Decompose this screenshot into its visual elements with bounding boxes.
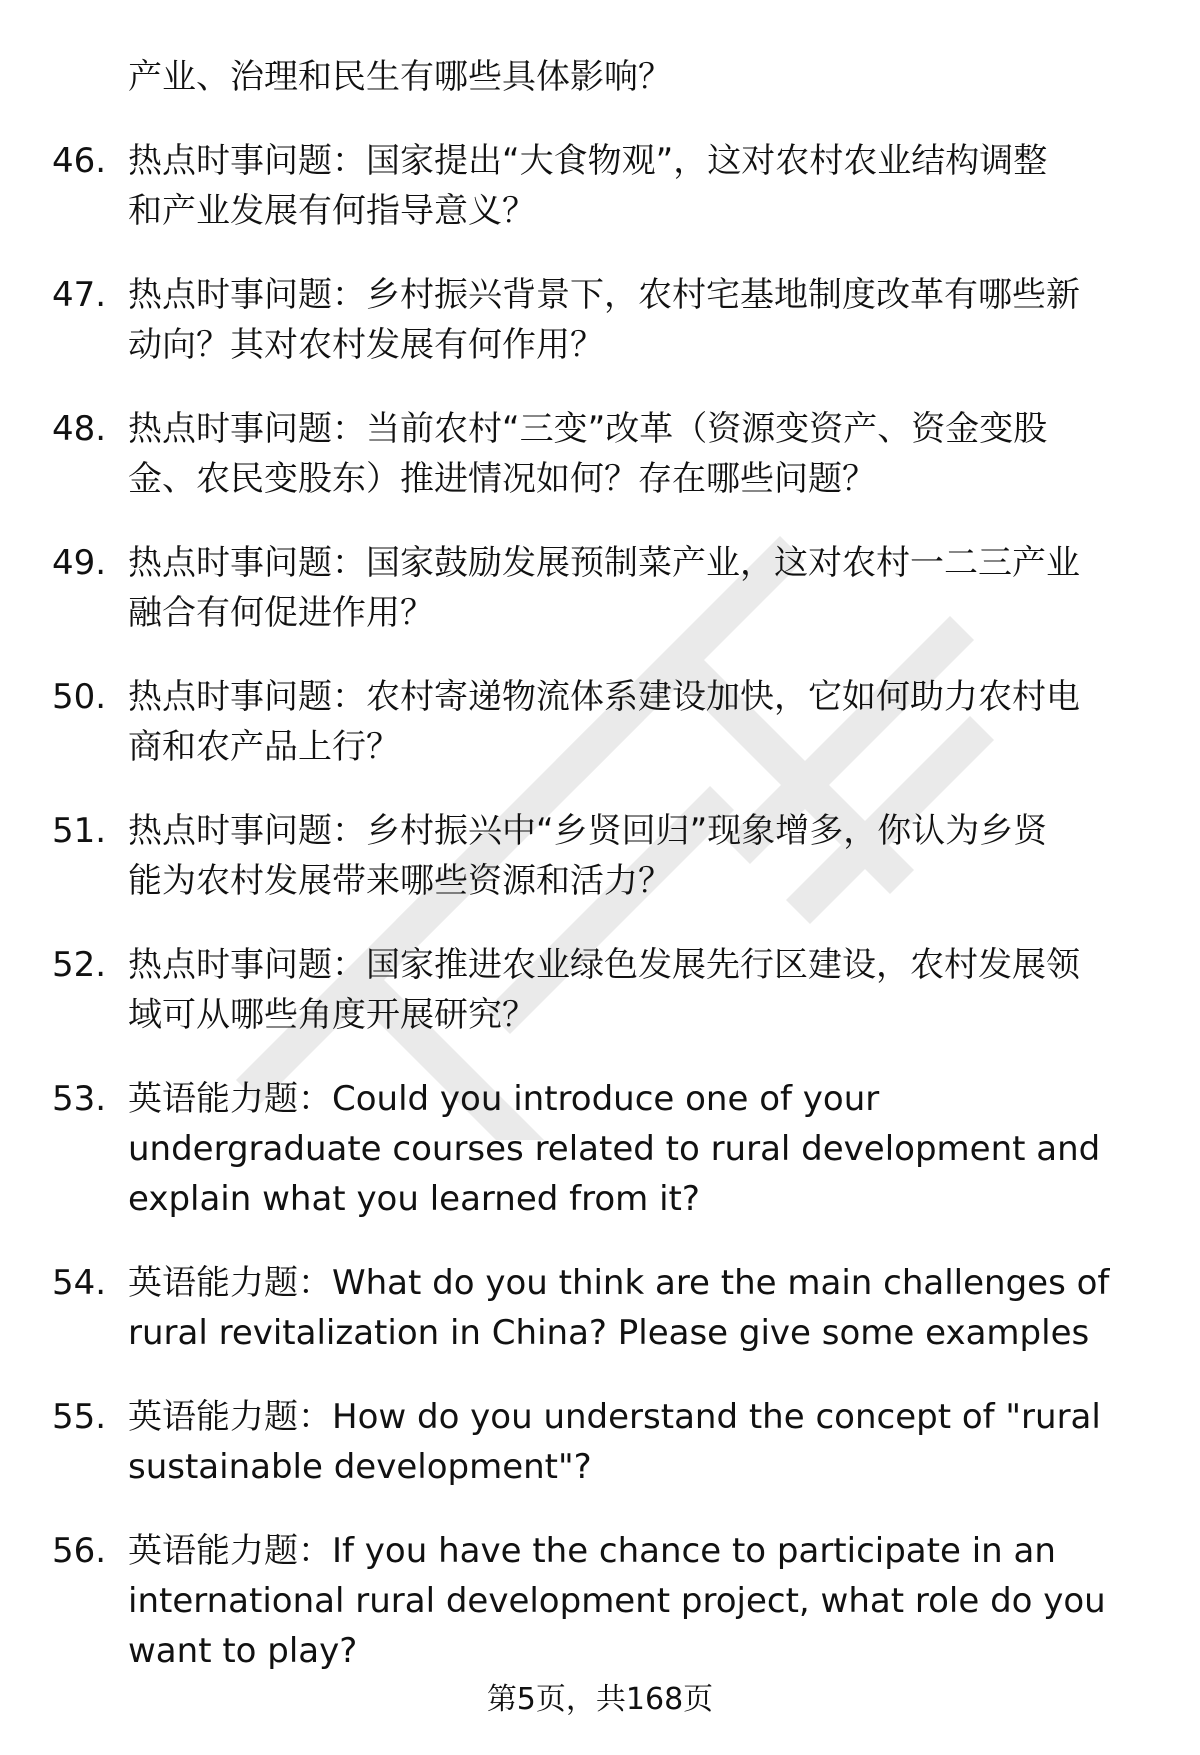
question-line: 商和农产品上行？	[128, 727, 400, 767]
question-text	[128, 1258, 1138, 1358]
question-item-52	[52, 940, 1142, 1040]
question-line: sustainable development"?	[128, 1447, 592, 1487]
question-item-48	[52, 404, 1142, 504]
question-line: 英语能力题：What do you think are the main challenges of	[128, 1263, 1110, 1303]
question-item-55	[52, 1392, 1142, 1492]
question-line: 域可从哪些角度开展研究？	[128, 995, 536, 1035]
question-line: rural revitalization in China? Please give some examples	[128, 1313, 1090, 1353]
question-number: 55.	[52, 1397, 107, 1437]
question-item-47	[52, 270, 1142, 370]
question-text	[128, 136, 1138, 236]
question-line: 热点时事问题：国家提出“大食物观”，这对农村农业结构调整	[128, 141, 1048, 181]
question-text	[128, 1526, 1138, 1676]
question-line: 动向？其对农村发展有何作用？	[128, 325, 604, 365]
question-number: 53.	[52, 1079, 107, 1119]
question-line: 金、农民变股东）推进情况如何？存在哪些问题？	[128, 459, 876, 499]
question-number: 47.	[52, 275, 107, 315]
document-content	[52, 52, 1142, 1676]
question-number: 52.	[52, 945, 107, 985]
question-line: undergraduate courses related to rural development and	[128, 1129, 1101, 1169]
question-item-46	[52, 136, 1142, 236]
question-line: international rural development project, what role do you	[128, 1581, 1106, 1621]
question-text	[128, 806, 1138, 906]
question-line: 热点时事问题：国家鼓励发展预制菜产业，这对农村一二三产业	[128, 543, 1080, 583]
question-number: 56.	[52, 1531, 107, 1571]
page-footer: 第5页，共168页	[486, 1682, 714, 1717]
question-number: 48.	[52, 409, 107, 449]
question-item-50	[52, 672, 1142, 772]
continuation-text: 产业、治理和民生有哪些具体影响？	[128, 57, 672, 97]
question-line: 英语能力题：How do you understand the concept of "rural	[128, 1397, 1101, 1437]
question-line: 热点时事问题：当前农村“三变”改革（资源变资产、资金变股	[128, 409, 1048, 449]
question-item-56	[52, 1526, 1142, 1676]
question-number: 49.	[52, 543, 107, 583]
question-line: 融合有何促进作用？	[128, 593, 434, 633]
question-text	[128, 538, 1138, 638]
question-line: 热点时事问题：国家推进农业绿色发展先行区建设，农村发展领	[128, 945, 1080, 985]
question-line: 热点时事问题：乡村振兴中“乡贤回归”现象增多，你认为乡贤	[128, 811, 1048, 851]
question-text	[128, 404, 1138, 504]
question-line: 热点时事问题：农村寄递物流体系建设加快，它如何助力农村电	[128, 677, 1080, 717]
question-item-51	[52, 806, 1142, 906]
question-item-54	[52, 1258, 1142, 1358]
question-text	[128, 672, 1138, 772]
question-line: 能为农村发展带来哪些资源和活力？	[128, 861, 672, 901]
question-line: 和产业发展有何指导意义？	[128, 191, 536, 231]
question-number: 51.	[52, 811, 107, 851]
question-line: 热点时事问题：乡村振兴背景下，农村宅基地制度改革有哪些新	[128, 275, 1080, 315]
question-item-49	[52, 538, 1142, 638]
question-number: 50.	[52, 677, 107, 717]
question-line: 英语能力题：Could you introduce one of your	[128, 1079, 880, 1119]
question-line: explain what you learned from it?	[128, 1179, 700, 1219]
question-text	[128, 940, 1138, 1040]
question-text	[128, 270, 1138, 370]
question-number: 54.	[52, 1263, 107, 1303]
question-text	[128, 1392, 1138, 1492]
question-item-53	[52, 1074, 1142, 1224]
question-line: 英语能力题：If you have the chance to participate in an	[128, 1531, 1056, 1571]
question-number: 46.	[52, 141, 107, 181]
question-text	[128, 1074, 1138, 1224]
question-line: want to play?	[128, 1631, 358, 1671]
